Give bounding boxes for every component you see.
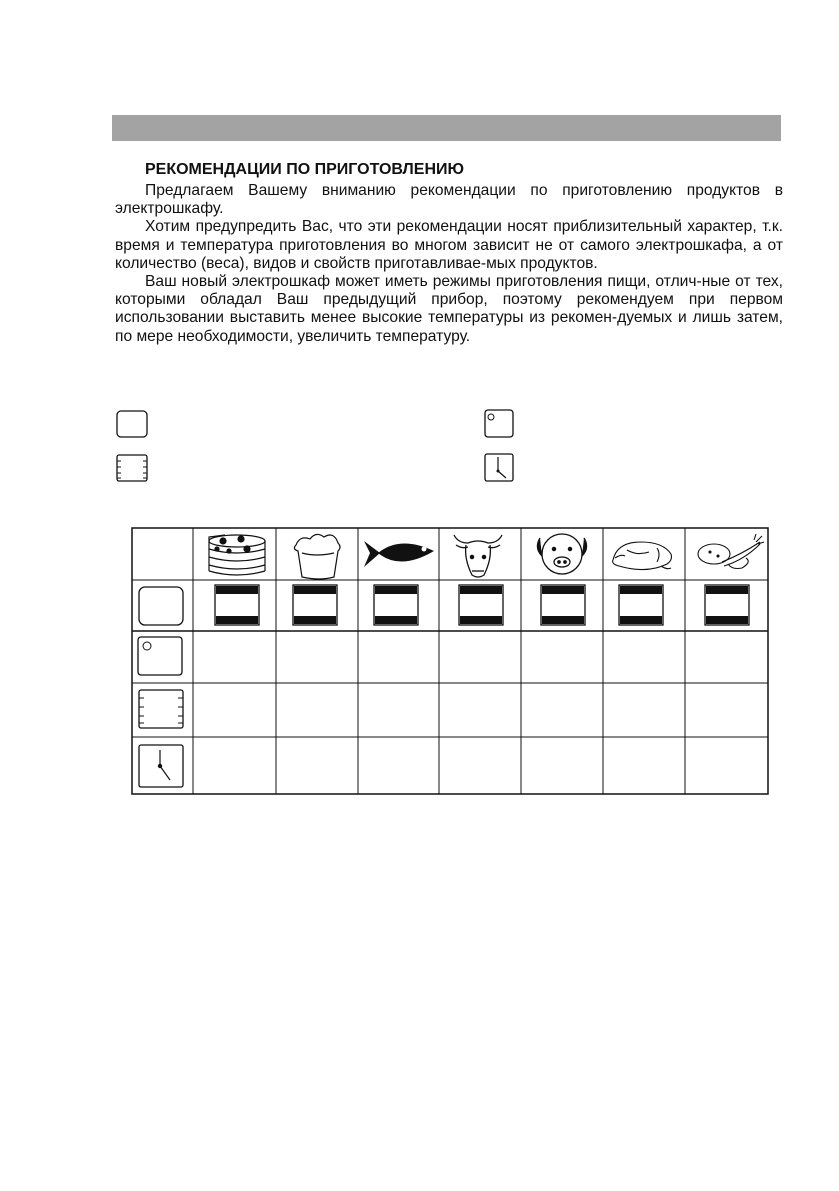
mode-indicator-6 bbox=[618, 584, 664, 631]
mode-indicator-2 bbox=[292, 584, 338, 631]
paragraph-1: Предлагаем Вашему вниманию рекомендации по приготовлению продуктов в электрошкафу. bbox=[115, 182, 783, 218]
cake-icon bbox=[201, 531, 271, 586]
fish-icon bbox=[360, 531, 436, 582]
oven-mode-icon bbox=[116, 410, 148, 438]
mode-indicator-1 bbox=[214, 584, 260, 631]
pork-icon bbox=[534, 532, 590, 583]
paragraph-3: Ваш новый электрошкаф может иметь режимы приготовления пищи, отлич-ные от тех, которыми обладал Ваш предыдущий прибор, поэтому рекомендуем при первом использовании выставить менее высокие температуры из рекомен-дуемых и лишь затем, по мере необходимости, увеличить температуру. bbox=[115, 273, 783, 345]
row-oven-mode-icon bbox=[138, 586, 184, 631]
mode-indicator-7 bbox=[704, 584, 750, 631]
row-temperature-dial-icon bbox=[137, 636, 183, 681]
section-header-bar bbox=[112, 115, 781, 141]
vegetables-icon bbox=[694, 534, 766, 583]
poultry-icon bbox=[607, 536, 677, 581]
row-shelf-level-icon bbox=[138, 689, 184, 734]
recommendations-text bbox=[115, 161, 783, 346]
page-title: РЕКОМЕНДАЦИИ ПО ПРИГОТОВЛЕНИЮ bbox=[145, 161, 464, 178]
beef-icon bbox=[450, 529, 506, 586]
mode-indicator-3 bbox=[373, 584, 419, 631]
paragraph-2: Хотим предупредить Вас, что эти рекомендации носят приблизительный характер, т.к. время и температура приготовления во многом зависит не от самого электрошкафа, а от количество (веса), видов и свойств приготавливае-мых продуктов. bbox=[115, 218, 783, 272]
shelf-level-icon bbox=[116, 454, 148, 482]
mode-indicator-5 bbox=[540, 584, 586, 631]
pastry-icon bbox=[290, 531, 346, 586]
clock-icon bbox=[484, 453, 514, 482]
mode-indicator-4 bbox=[458, 584, 504, 631]
temperature-dial-icon bbox=[484, 409, 514, 438]
row-clock-icon bbox=[138, 744, 184, 793]
